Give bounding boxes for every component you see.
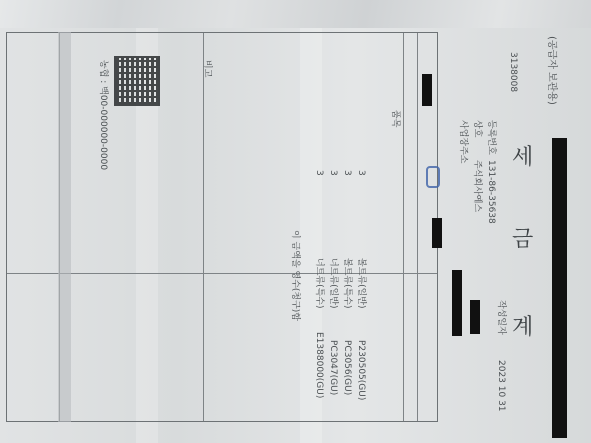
item-code: PC3056(GU) — [342, 340, 352, 396]
serial-number: 3138008 — [508, 52, 518, 93]
redaction-bar — [422, 74, 432, 106]
doc-title-char: 금 — [512, 227, 534, 252]
item-qty: 3 — [314, 170, 324, 176]
item-name: 너트류(특수) — [314, 258, 324, 309]
item-qty: 3 — [356, 170, 366, 176]
remarks-label: 비고 — [202, 60, 212, 78]
address-label: 사업장주소 — [458, 120, 468, 164]
redaction-bar — [432, 218, 442, 248]
footer-line: 이 금액을 영수(청구)함 — [290, 230, 300, 321]
column-divider — [403, 33, 404, 421]
row-divider — [7, 273, 437, 274]
item-code: P230505(GU) — [356, 340, 366, 401]
item-code: PC3047(GU) — [328, 340, 338, 396]
item-name: 볼트류(일반) — [356, 258, 366, 309]
company-value: 주식회사예스 — [472, 160, 482, 213]
doc-title-char: 계 — [512, 315, 534, 340]
item-qty: 3 — [328, 170, 338, 176]
item-name: 볼트류(특수) — [342, 258, 352, 309]
item-qty: 3 — [342, 170, 352, 176]
item-name: 너트류(일반) — [328, 258, 338, 309]
redaction-bar — [452, 270, 462, 336]
column-divider — [203, 33, 204, 421]
date-label: 작성일자 — [496, 300, 506, 335]
item-code: E1388000(GU) — [314, 332, 324, 399]
round-seal-icon — [426, 166, 440, 188]
reg-no-value: 131-86-35638 — [486, 160, 496, 224]
qr-code-icon — [116, 58, 158, 104]
bank-line: 농협 : 백00-000000-0000 — [98, 60, 108, 171]
reg-no-label: 등록번호 — [486, 120, 496, 155]
company-label: 상호 — [472, 120, 482, 138]
doc-title-char: 세 — [512, 145, 534, 170]
redaction-bar — [470, 300, 480, 334]
shaded-column — [58, 32, 71, 422]
copy-label: (공급자 보관용) — [546, 36, 557, 105]
column-divider — [417, 33, 418, 421]
date-value: 2023 10 31 — [496, 360, 506, 412]
redaction-bar — [552, 138, 567, 438]
items-header: 품목 — [390, 110, 400, 128]
